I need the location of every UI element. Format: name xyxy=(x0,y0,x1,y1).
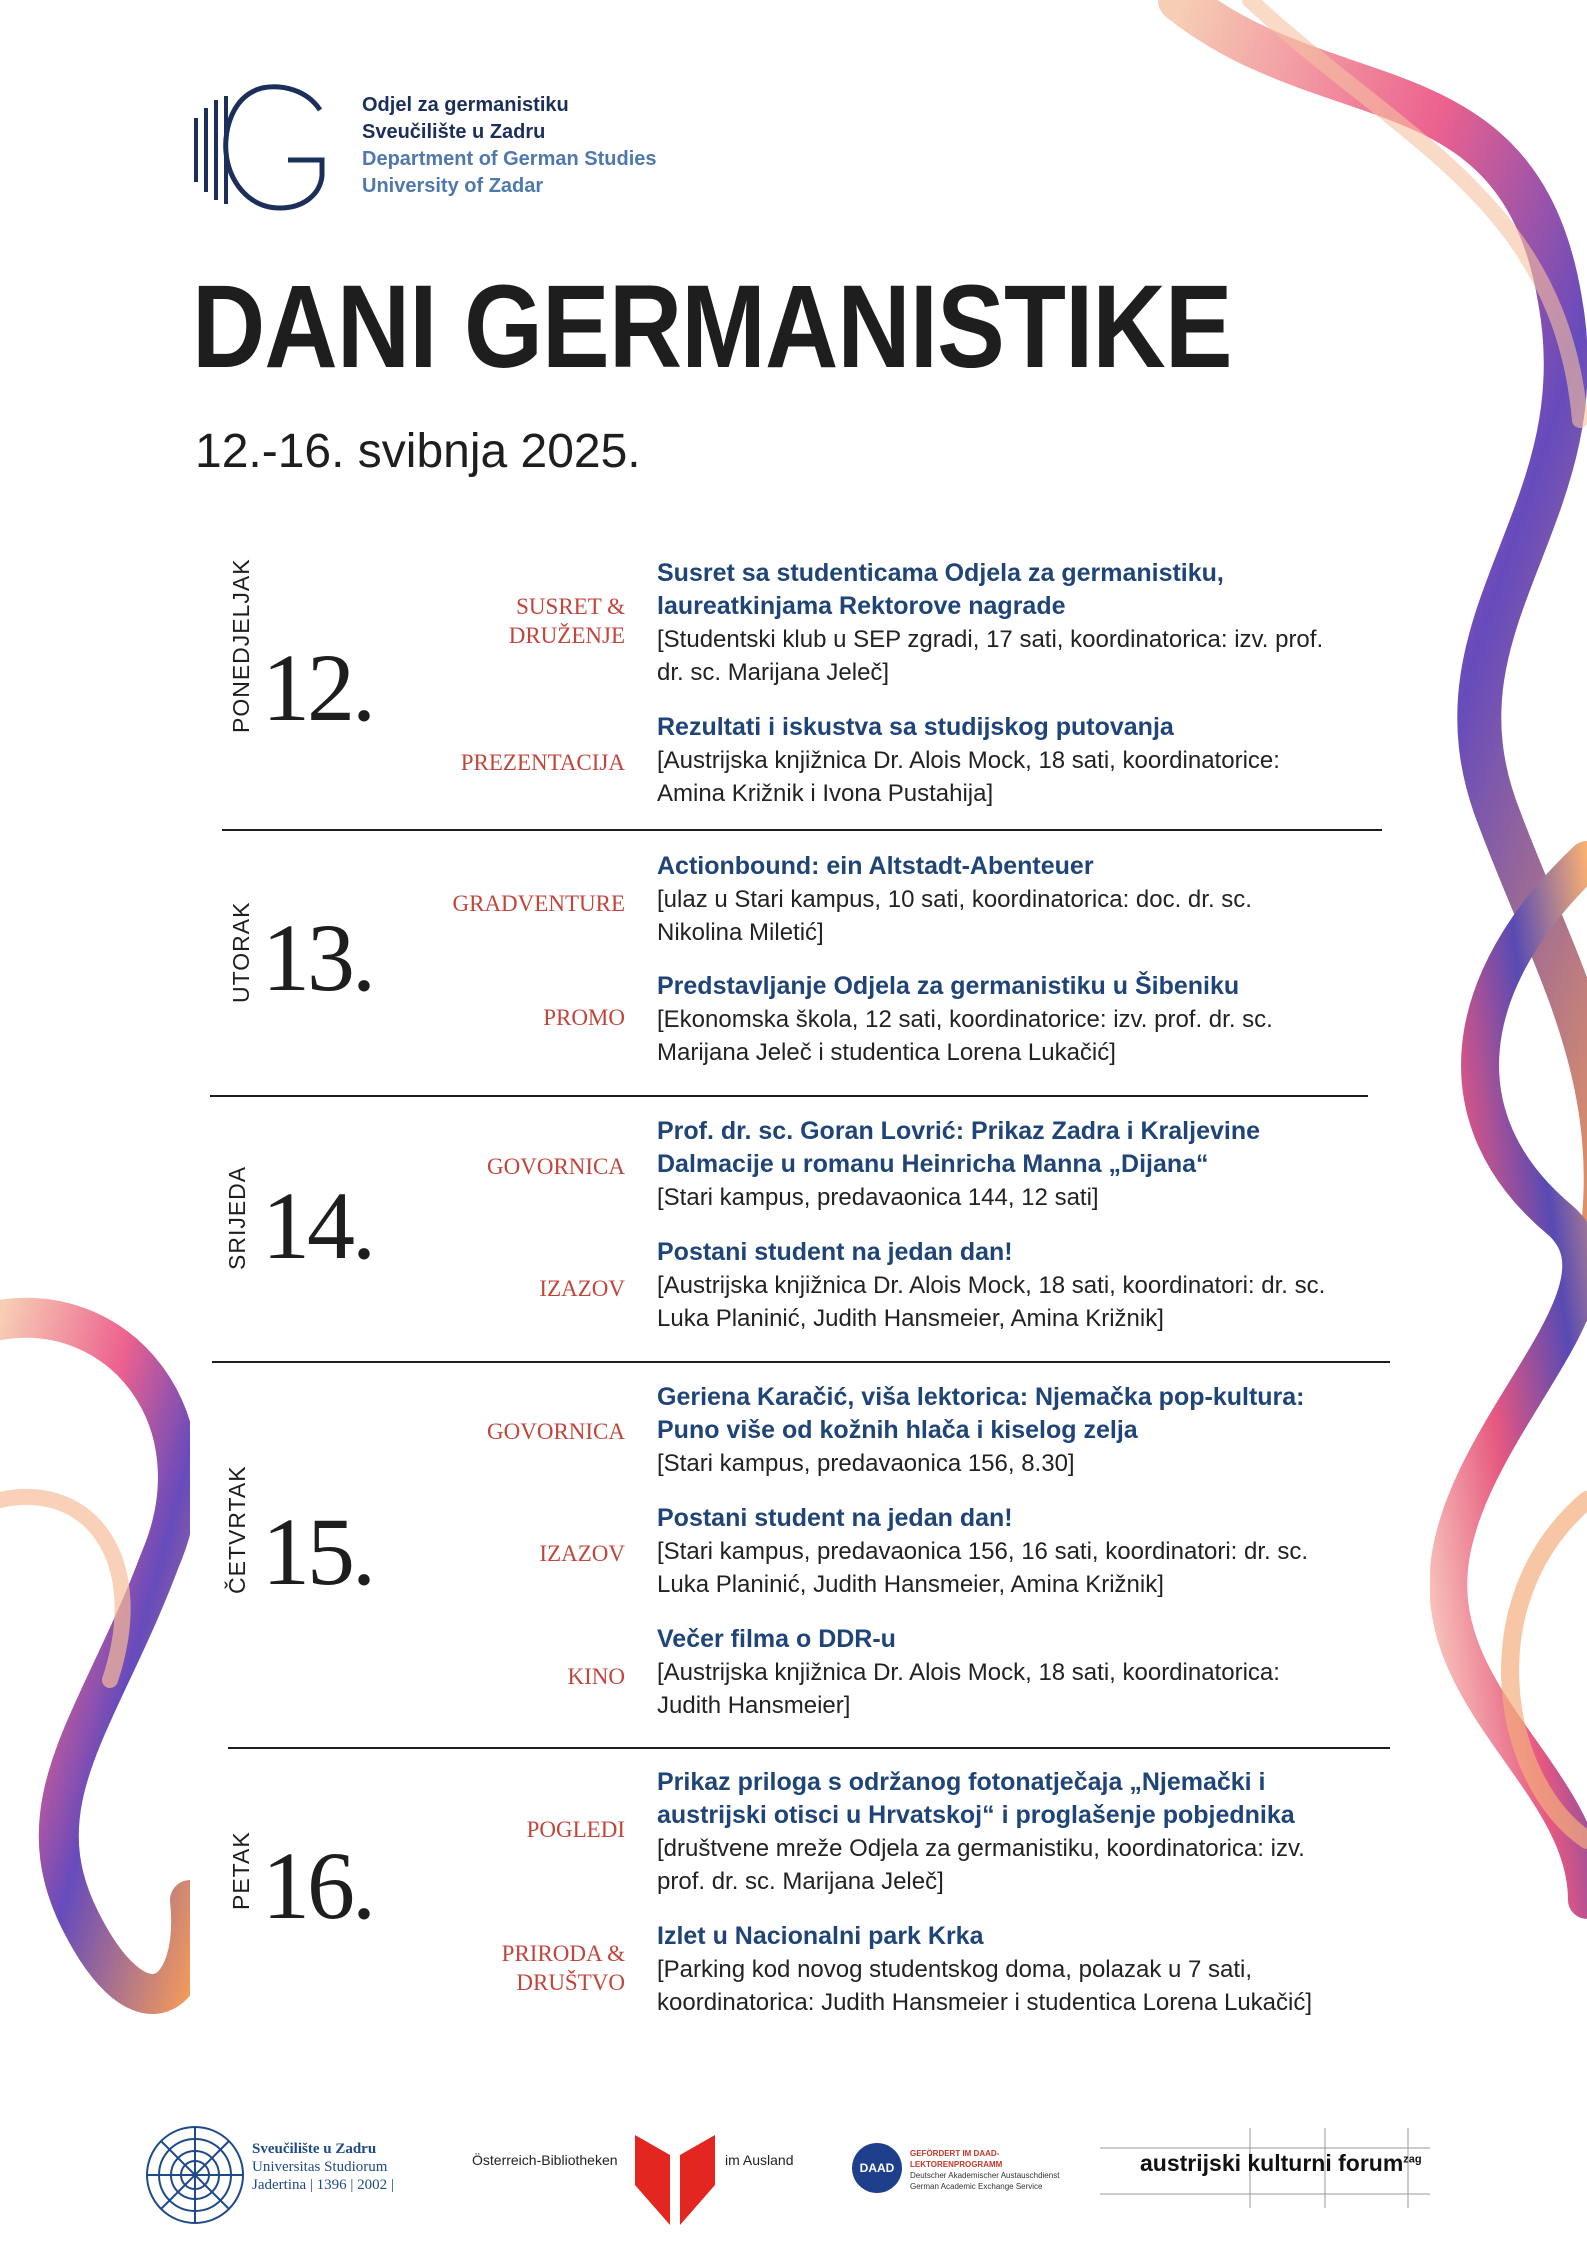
page-title: DANI GERMANISTIKE xyxy=(192,261,1232,393)
category-label: PROMO xyxy=(543,1005,625,1030)
event-dates: 12.-16. svibnja 2025. xyxy=(195,425,641,478)
day-number-15: 15. xyxy=(262,1498,373,1605)
day-number-16: 16. xyxy=(262,1832,373,1939)
category-label: GOVORNICA xyxy=(487,1154,625,1179)
oeb-label-left: Österreich-Bibliotheken xyxy=(472,2152,618,2168)
dept-hr-line2: Sveučilište u Zadru xyxy=(362,121,546,143)
day-number-13: 13. xyxy=(262,904,373,1011)
oeb-label-right: im Ausland xyxy=(725,2152,794,2168)
category-label: PRIRODA & DRUŠTVO xyxy=(501,1941,625,1995)
day-name-monday: PONEDJELJAK xyxy=(228,558,254,733)
event-item: Prikaz priloga s održanog fotonatječaja „Njemački i austrijski otisci u Hrvatskoj“ i proglašenje pobjednika [društvene mreže Odjela za germanistiku, koordinatorica: izv. prof. dr. sc. Marijana Jeleč] xyxy=(657,1768,1305,1895)
event-item: Postani student na jedan dan! [Austrijska knjižnica Dr. Alois Mock, 18 sati, koordinatori: dr. sc. Luka Planinić, Judith Hansmeier, Amina Križnik] xyxy=(657,1238,1326,1332)
category-label: SUSRET & DRUŽENJE xyxy=(508,594,625,648)
category-label: POGLEDI xyxy=(526,1817,625,1842)
day-name-tuesday: UTORAK xyxy=(228,901,254,1003)
event-item: Večer filma o DDR-u [Austrijska knjižnica Dr. Alois Mock, 18 sati, koordinatorica: Judith Hansmeier] xyxy=(657,1625,1280,1719)
day-name-thursday: ČETVRTAK xyxy=(224,1465,250,1594)
event-item: Postani student na jedan dan! [Stari kampus, predavaonica 156, 16 sati, koordinatori: dr. sc. Luka Planinić, Judith Hansmeier, Amina Križnik] xyxy=(657,1504,1309,1598)
day-number-12: 12. xyxy=(262,634,373,741)
akf-sponsor: austrijski kulturni forum$^{zag}$ xyxy=(1140,2150,1422,2176)
category-label: GOVORNICA xyxy=(487,1419,625,1444)
daad-sponsor: GEFÖRDERT IM DAAD-LEKTORENPROGRAMM Deutscher Akademischer Austauschdienst German Academic Exchange Service xyxy=(910,2149,1060,2191)
event-item: Actionbound: ein Altstadt-Abenteuer [ulaz u Stari kampus, 10 sati, koordinatorica: doc. dr. sc. Nikolina Miletić] xyxy=(657,852,1252,946)
category-label: GRADVENTURE xyxy=(452,891,625,916)
oeb-logo-icon xyxy=(630,2125,720,2235)
day-name-wednesday: SRIJEDA xyxy=(224,1165,250,1270)
event-item: Predstavljanje Odjela za germanistiku u Šibeniku [Ekonomska škola, 12 sati, koordinatorice: izv. prof. dr. sc. Marijana Jeleč i studentica Lorena Lukačić] xyxy=(657,972,1273,1066)
event-item: Susret sa studenticama Odjela za germanistiku, laureatkinjama Rektorove nagrade [Studentski klub u SEP zgradi, 17 sati, koordinatorica: izv. prof. dr. sc. Marijana Jeleč] xyxy=(657,559,1324,686)
day-divider xyxy=(210,1095,1368,1097)
day-divider xyxy=(212,1361,1390,1363)
event-item: Geriena Karačić, viša lektorica: Njemačka pop-kultura: Puno više od kožnih hlača i kiselog zelja [Stari kampus, predavaonica 156, 8.30] xyxy=(657,1383,1305,1477)
category-label: IZAZOV xyxy=(539,1541,625,1566)
category-label: IZAZOV xyxy=(539,1276,625,1301)
event-item: Prof. dr. sc. Goran Lovrić: Prikaz Zadra i Kraljevine Dalmacije u romanu Heinricha Manna „Dijana“ [Stari kampus, predavaonica 144, 12 sati] xyxy=(657,1117,1260,1211)
event-item: Izlet u Nacionalni park Krka [Parking kod novog studentskog doma, polazak u 7 sati, koordinatorica: Judith Hansmeier i studentica Lorena Lukačić] xyxy=(657,1922,1313,2016)
category-label: KINO xyxy=(567,1664,625,1689)
dept-en-line2: University of Zadar xyxy=(362,175,544,197)
day-number-14: 14. xyxy=(262,1172,373,1279)
day-name-friday: PETAK xyxy=(228,1831,254,1910)
dept-en-line1: Department of German Studies xyxy=(362,148,657,170)
university-sponsor: Sveučilište u Zadru Universitas Studiorum Jadertina | 1396 | 2002 | xyxy=(252,2141,394,2193)
dept-hr-line1: Odjel za germanistiku xyxy=(362,94,569,116)
university-seal-icon xyxy=(140,2120,250,2230)
day-divider xyxy=(222,829,1382,831)
daad-logo-icon: DAAD xyxy=(852,2143,902,2193)
department-logo-icon xyxy=(192,80,342,220)
category-label: PREZENTACIJA xyxy=(460,750,625,775)
event-item: Rezultati i iskustva sa studijskog putovanja [Austrijska knjižnica Dr. Alois Mock, 18 sati, koordinatorice: Amina Križnik i Ivona Pustahija] xyxy=(657,713,1280,807)
day-divider xyxy=(228,1747,1390,1749)
department-name xyxy=(362,92,657,200)
